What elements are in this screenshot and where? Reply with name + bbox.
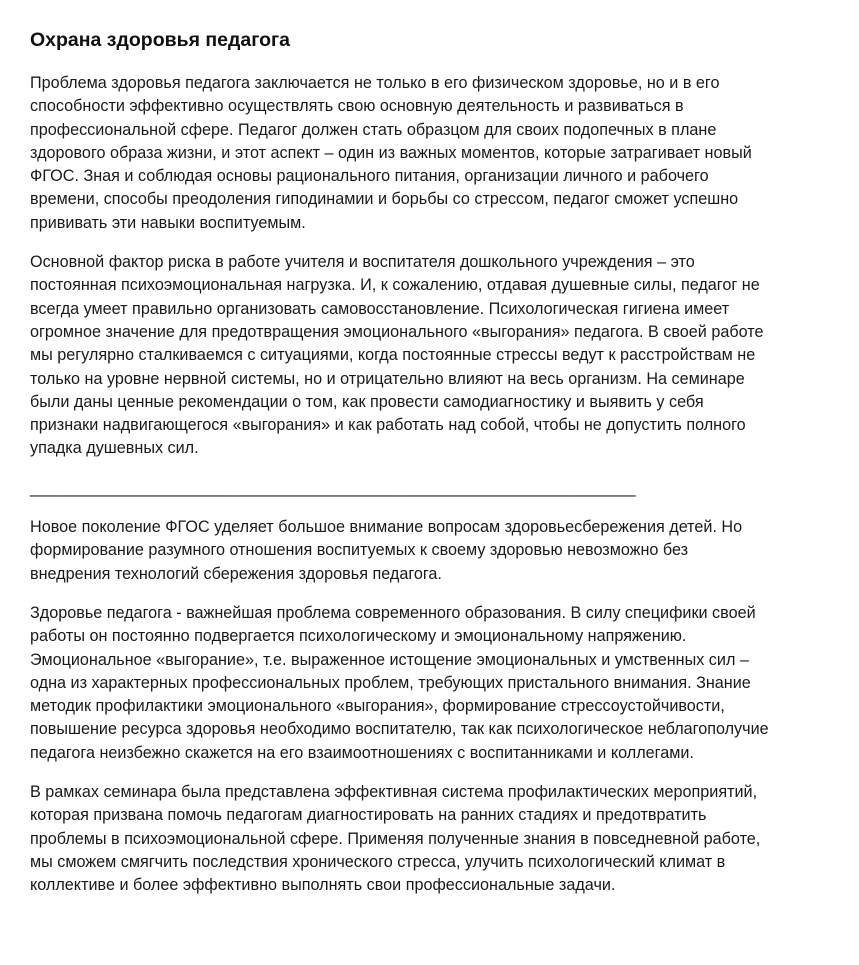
paragraph-line: мы регулярно сталкиваемся с ситуациями, когда постоянные стрессы ведут к расстройствам не (30, 346, 756, 365)
paragraph-line: одна из характерных профессиональных проблем, требующих пристального внимания. Знание (30, 673, 751, 692)
paragraph-line: огромное значение для предотвращения эмоционального «выгорания» педагога. В своей работе (30, 322, 764, 341)
paragraph (30, 781, 840, 897)
paragraph-line: Основной фактор риска в работе учителя и воспитателя дошкольного учреждения – это (30, 253, 695, 272)
paragraph-line: Новое поколение ФГОС уделяет большое внимание вопросам здоровьесбережения детей. Но (30, 518, 743, 537)
paragraph-line: профессиональной сфере. Педагог должен стать образцом для своих подопечных в плане (30, 120, 717, 139)
paragraph-line: всегда умеет правильно организовать самовосстановление. Психологическая гигиена имеет (30, 299, 730, 318)
paragraph-line: которая призвана помочь педагогам диагностировать на ранних стадиях и предотвратить (30, 806, 707, 825)
paragraph-line: времени, способы преодоления гиподинамии и борьбы со стрессом, педагог сможет успешно (30, 190, 739, 209)
paragraph (30, 72, 840, 235)
paragraph-line: педагога неизбежно скажется на его взаимоотношениях с воспитанниками и коллегами. (30, 743, 694, 762)
paragraph-line: Проблема здоровья педагога заключается не только в его физическом здоровье, но и в его (30, 74, 720, 92)
paragraph (30, 602, 840, 765)
paragraph-line: В рамках семинара была представлена эффективная система профилактических мероприятий, (30, 783, 758, 802)
paragraph (30, 516, 840, 586)
paragraph-line: способности эффективно осуществлять свою основную деятельность и развиваться в (30, 97, 684, 116)
paragraph-line: внедрения технологий сбережения здоровья педагога. (30, 564, 442, 583)
paragraph-line: упадка душевных сил. (30, 439, 199, 458)
paragraph-line: работы он постоянно подвергается психологическому и эмоциональному напряжению. (30, 627, 687, 646)
paragraph-line: формирование разумного отношения воспитуемых к своему здоровью невозможно без (30, 541, 689, 560)
section-after-separator (30, 516, 840, 897)
paragraph-line: постоянная психоэмоциональная нагрузка. И, к сожалению, отдавая душевные силы, педагог не (30, 276, 760, 295)
paragraph-line: ФГОС. Зная и соблюдая основы рационального питания, организации личного и рабочего (30, 167, 709, 186)
page-title: Охрана здоровья педагога (30, 29, 290, 51)
section-before-separator (30, 72, 840, 461)
paragraph (30, 251, 840, 461)
document-page (30, 28, 840, 914)
paragraph-line: методик профилактики эмоционального «выгорания», формирование стрессоустойчивости, (30, 697, 725, 716)
paragraph-line: Эмоциональное «выгорание», т.е. выраженное истощение эмоциональных и умственных сил – (30, 650, 749, 669)
paragraph-line: Здоровье педагога - важнейшая проблема современного образования. В силу специфики своей (30, 603, 756, 622)
paragraph-line: признаки надвигающегося «выгорания» и как работать над собой, чтобы не допустить полного (30, 416, 746, 435)
separator-line: ________________________________________________________________________ (30, 478, 635, 497)
paragraph-line: коллективе и более эффективно выполнять свои профессиональные задачи. (30, 876, 616, 895)
paragraph-line: здорового образа жизни, и этот аспект – один из важных моментов, которые затрагивает новый (30, 143, 752, 162)
paragraph-line: мы сможем смягчить последствия хронического стресса, улучить психологический климат в (30, 852, 726, 871)
paragraph-line: только на уровне нервной системы, но и отрицательно влияют на весь организм. На семинаре (30, 369, 745, 388)
paragraph-line: были даны ценные рекомендации о том, как провести самодиагностику и выявить у себя (30, 392, 704, 411)
paragraph-line: прививать эти навыки воспитуемым. (30, 213, 306, 232)
paragraph-line: повышение ресурса здоровья необходимо воспитателю, так как психологическое неблагополучие (30, 720, 769, 739)
paragraph-line: проблемы в психоэмоциональной сфере. Применяя полученные знания в повседневной работе, (30, 829, 761, 848)
